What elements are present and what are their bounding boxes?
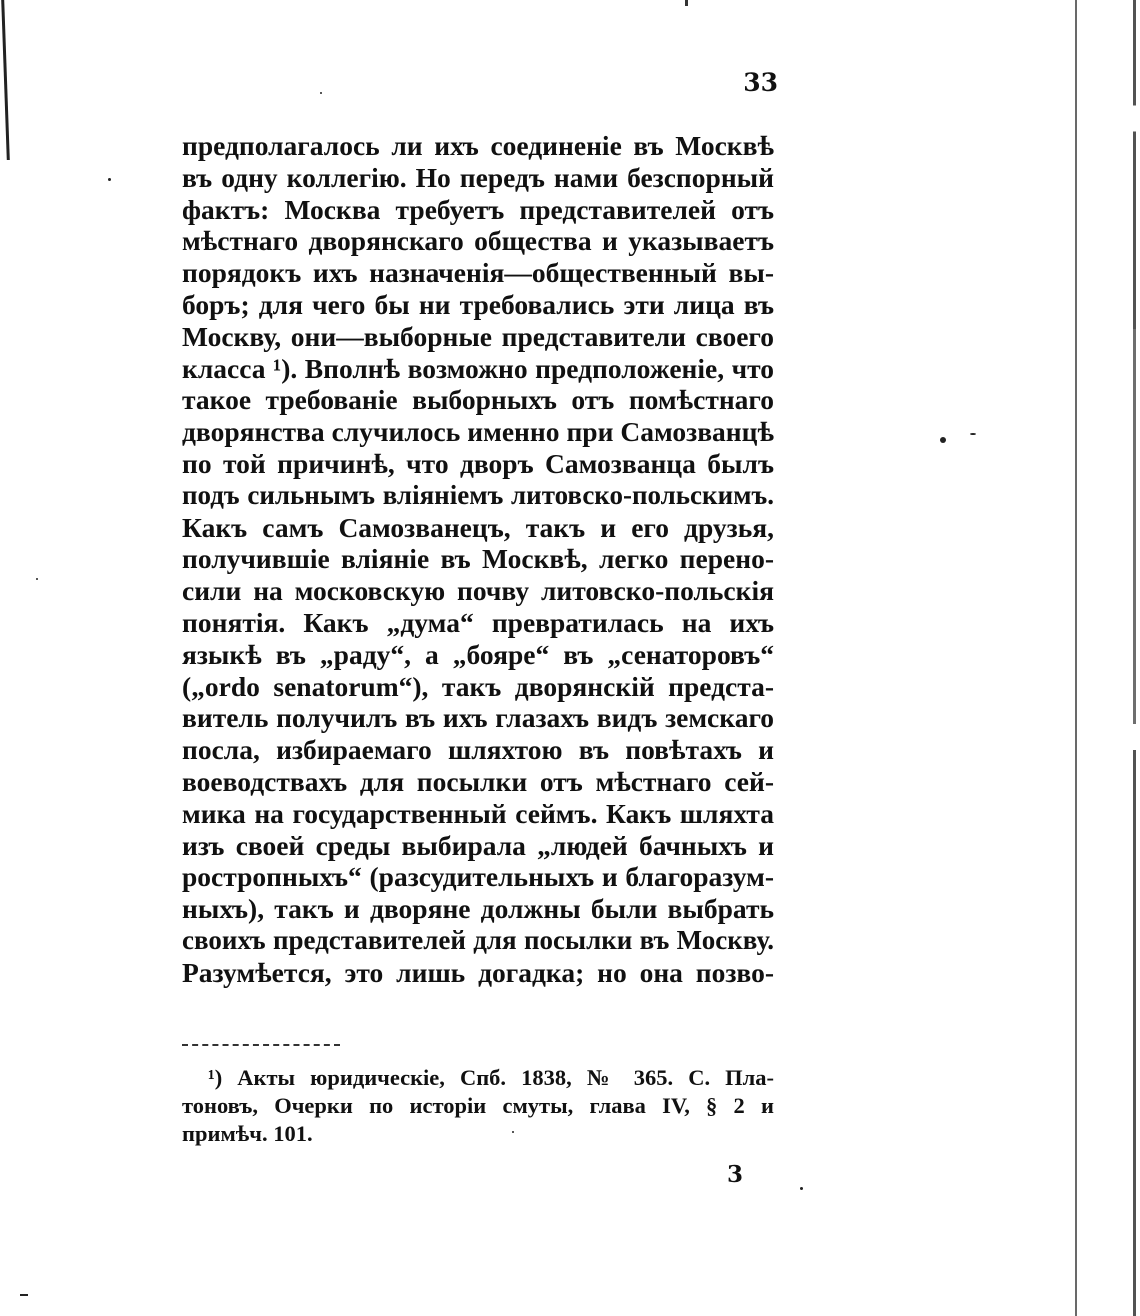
text-line: посла, избираемаго шляхтою въ повѣтахъ и xyxy=(182,734,774,766)
scan-edge-right xyxy=(1133,0,1136,1316)
scan-edge-right-inner xyxy=(1075,0,1077,1316)
scan-speck xyxy=(800,1187,803,1190)
text-line: по той причинѣ, что дворъ Самозванца былъ xyxy=(182,447,774,479)
text-line: мика на государственный сеймъ. Какъ шляхта xyxy=(182,797,774,829)
text-line: Москву, они—выборные представители своего xyxy=(182,320,774,352)
footnote xyxy=(182,1064,774,1148)
footnote-line: тоновъ, Очерки по исторіи смуты, глава IV, § 2 и xyxy=(182,1093,774,1118)
text-line: Какъ самъ Самозванецъ, такъ и его друзья, xyxy=(182,511,774,543)
text-line: Разумѣется, это лишь догадка; но она позво- xyxy=(182,956,774,988)
page-number: 33 xyxy=(743,68,778,97)
scan-speck xyxy=(108,178,111,181)
text-line: („ordo senatorum“), такъ дворянскій предста- xyxy=(182,670,774,702)
text-line: языкѣ въ „раду“, а „бояре“ въ „сенаторовъ“ xyxy=(182,638,774,670)
text-line: фактъ: Москва требуетъ представителей отъ xyxy=(182,193,774,225)
text-line: своихъ представителей для посылки въ Москву. xyxy=(182,924,774,955)
text-line: боръ; для чего бы ни требовались эти лица въ xyxy=(182,288,774,320)
text-line: воеводствахъ для посылки отъ мѣстнаго сей- xyxy=(182,765,774,797)
scan-speck xyxy=(36,578,38,580)
text-line: порядокъ ихъ назначенія—общественный вы- xyxy=(182,257,774,289)
text-line: мѣстнаго дворянскаго общества и указываетъ xyxy=(182,225,774,257)
text-line: понятія. Какъ „дума“ превратилась на ихъ xyxy=(182,606,774,638)
body-text xyxy=(182,130,774,989)
signature-mark: 3 xyxy=(726,1161,743,1188)
text-line: получившіе вліяніе въ Москвѣ, легко перено- xyxy=(182,543,774,575)
text-line: изъ своей среды выбирала „людей бачныхъ и xyxy=(182,829,774,861)
scan-speck xyxy=(970,433,976,435)
footnote-divider xyxy=(182,1044,340,1046)
footnote-line: примѣч. 101. xyxy=(182,1121,313,1146)
text-line: ростропныхъ“ (разсудительныхъ и благоразум- xyxy=(182,861,774,893)
scan-speck xyxy=(20,1294,28,1296)
text-line: сили на московскую почву литовско-польскія xyxy=(182,575,774,607)
text-line: подъ сильнымъ вліяніемъ литовско-польскимъ. xyxy=(182,479,774,510)
text-line: такое требованіе выборныхъ отъ помѣстнаго xyxy=(182,384,774,416)
text-line: предполагалось ли ихъ соединеніе въ Москвѣ xyxy=(182,130,774,161)
text-line: въ одну коллегію. Но передъ нами безспорный xyxy=(182,161,774,193)
scan-edge-left xyxy=(1,0,10,160)
text-line: ныхъ), такъ и дворяне должны были выбрать xyxy=(182,893,774,925)
scan-top-mark xyxy=(685,0,688,6)
text-line: класса ¹). Вполнѣ возможно предположеніе, что xyxy=(182,352,774,384)
scan-speck xyxy=(940,437,946,443)
footnote-line: ¹) Акты юридическіе, Спб. 1838, № 365. С. Пла- xyxy=(208,1065,774,1090)
text-line: витель получилъ въ ихъ глазахъ видъ земскаго xyxy=(182,702,774,734)
text-line: дворянства случилось именно при Самозванцѣ xyxy=(182,416,774,448)
scan-speck xyxy=(320,92,322,94)
